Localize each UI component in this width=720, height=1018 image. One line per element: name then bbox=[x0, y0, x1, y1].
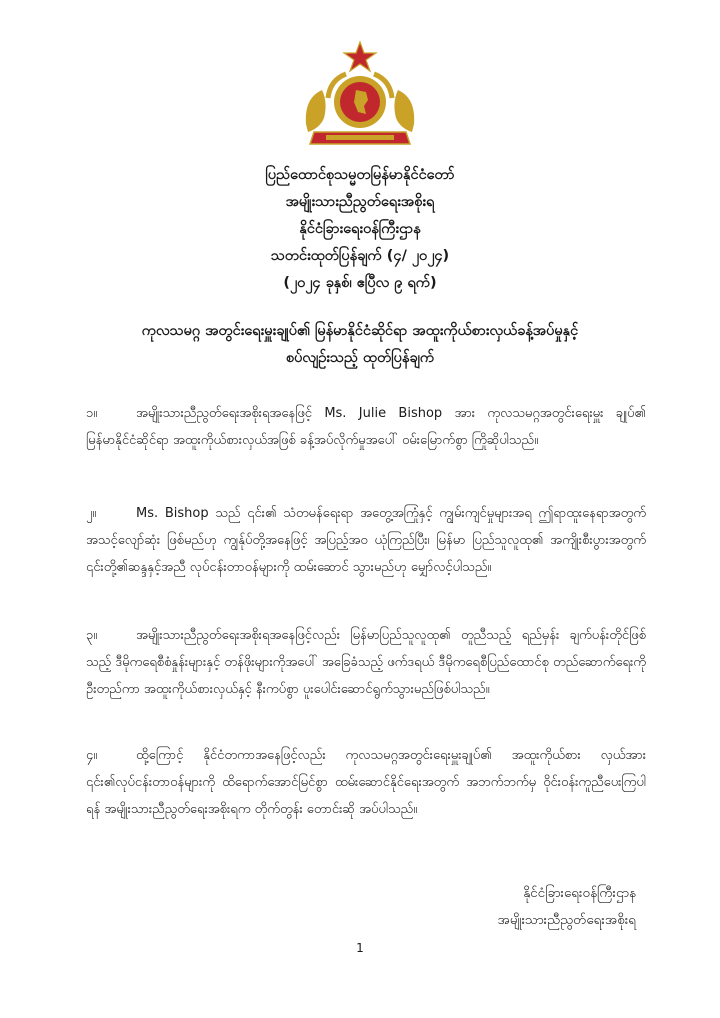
page-number: 1 bbox=[356, 941, 364, 955]
signature-block bbox=[497, 880, 636, 934]
paragraph-4 bbox=[86, 742, 646, 823]
country-name: ပြည်ထောင်စုသမ္မတမြန်မာနိုင်ငံတော် bbox=[265, 167, 455, 183]
letterhead bbox=[120, 162, 600, 297]
paragraph-text: အမျိုးသားညီညွတ်ရေးအစိုးရအနေဖြင့် Ms. Julie Bishop အား ကုလသမဂ္ဂအတွင်းရေးမှူး ချုပ်၏ မြန်မာနိုင်ငံဆိုင်ရာ အထူးကိုယ်စားလှယ်အဖြစ် ခန့်အပ်လိုက်မှုအပေါ် ဝမ်းမြောက်စွာ ကြိုဆိုပါသည်။ bbox=[86, 406, 646, 448]
paragraph-number: ၃။ bbox=[86, 628, 98, 643]
paragraph-3 bbox=[86, 622, 646, 703]
paragraph-2 bbox=[86, 500, 646, 581]
paragraph-text: အမျိုးသားညီညွတ်ရေးအစိုးရအနေဖြင့်လည်း မြန်မာပြည်သူလူထု၏ တူညီသည့် ရည်မှန်း ချက်ပန်းတိုင်ဖြစ်သည့် ဒီမိုကရေစီစံနှုန်းများနှင့် တန်ဖိုးများကိုအပေါ် အခြေခံသည့် ဖက်ဒရယ် ဒီမိုကရေစီပြည်ထောင်စု တည်ဆောက်ရေးကို ဦးတည်ကာ အထူးကိုယ်စားလှယ်နှင့် နီးကပ်စွာ ပူးပေါင်းဆောင်ရွက်သွားမည်ဖြစ်ပါသည်။ bbox=[86, 628, 646, 697]
paragraph-number: ၂။ bbox=[86, 506, 97, 521]
release-date: (၂၀၂၄ ခုနှစ်၊ ဧပြီလ ၉ ရက်) bbox=[283, 275, 437, 291]
state-emblem-icon bbox=[300, 40, 420, 152]
subject-line-1: ကုလသမဂ္ဂ အတွင်းရေးမှူးချုပ်၏ မြန်မာနိုင်ငံဆိုင်ရာ အထူးကိုယ်စားလှယ်ခန့်အပ်မှုနှင့် bbox=[141, 323, 579, 339]
ministry-name: နိုင်ငံခြားရေးဝန်ကြီးဌာန bbox=[299, 221, 421, 237]
paragraph-text: Ms. Bishop သည် ၎င်း၏ သံတမန်ရေးရာ အတွေ့အကြုံနှင့် ကျွမ်းကျင်မှုများအရ ဤရာထူးနေရာအတွက် အသင့်လျော်ဆုံး ဖြစ်မည်ဟု ကျွန်ုပ်တို့အနေဖြင့် အပြည့်အဝ ယုံကြည်ပြီး၊ မြန်မာ ပြည်သူလူထု၏ အကျိုးစီးပွားအတွက် ၎င်းတို့၏ဆန္ဒနှင့်အညီ လုပ်ငန်းတာဝန်များကို ထမ်းဆောင် သွားမည်ဟု မျှော်လင့်ပါသည်။ bbox=[86, 506, 646, 575]
signoff-ministry: နိုင်ငံခြားရေးဝန်ကြီးဌာန bbox=[523, 885, 636, 901]
release-number: သတင်းထုတ်ပြန်ချက် (၄/ ၂၀၂၄) bbox=[270, 248, 450, 264]
subject-heading bbox=[80, 318, 640, 372]
signoff-government: အမျိုးသားညီညွတ်ရေးအစိုးရ bbox=[497, 912, 636, 928]
paragraph-number: ၄။ bbox=[86, 748, 98, 763]
paragraph-1 bbox=[86, 400, 646, 454]
paragraph-text: ထို့ကြောင့် နိုင်ငံတကာအနေဖြင့်လည်း ကုလသမဂ္ဂအတွင်းရေးမှူးချုပ်၏ အထူးကိုယ်စား လှယ်အား ၎င်း၏လုပ်ငန်းတာဝန်များကို ထိရောက်အောင်မြင်စွာ ထမ်းဆောင်နိုင်ရေးအတွက် အဘက်ဘက်မှ ဝိုင်းဝန်းကူညီပေးကြပါရန် အမျိုးသားညီညွတ်ရေးအစိုးရက တိုက်တွန်း တောင်းဆို အပ်ပါသည်။ bbox=[86, 748, 646, 817]
government-name: အမျိုးသားညီညွတ်ရေးအစိုးရ bbox=[285, 194, 435, 210]
subject-line-2: စပ်လျဉ်းသည့် ထုတ်ပြန်ချက် bbox=[285, 350, 435, 366]
paragraph-number: ၁။ bbox=[86, 406, 98, 421]
